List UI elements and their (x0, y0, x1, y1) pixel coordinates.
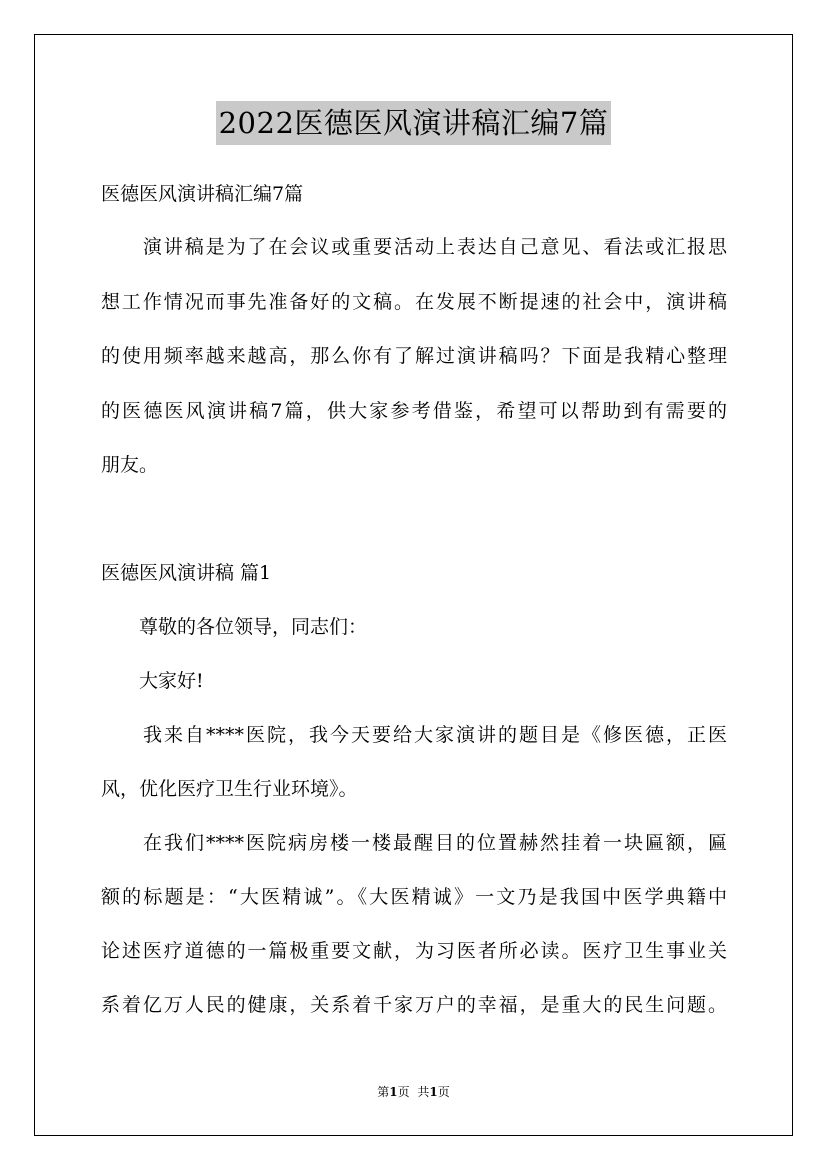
intro-line: 想工作情况而事先准备好的文稿。在发展不断提速的社会中，演讲稿 (101, 291, 727, 313)
paragraph-line: 尊敬的各位领导，同志们： (101, 616, 368, 638)
paragraph-line: 论述医疗道德的一篇极重要文献，为习医者所必读。医疗卫生事业关 (101, 940, 727, 962)
title-container (0, 101, 827, 145)
document-title: 2022医德医风演讲稿汇编7篇 (216, 101, 612, 145)
paragraph-line: 大家好! (101, 670, 204, 692)
section-heading: 医德医风演讲稿 篇1 (101, 562, 272, 584)
footer-total-pages: 1 (429, 1085, 438, 1099)
intro-line: 演讲稿是为了在会议或重要活动上表达自己意见、看法或汇报思 (101, 236, 727, 258)
intro-line: 的医德医风演讲稿7篇，供大家参考借鉴，希望可以帮助到有需要的 (101, 400, 727, 422)
paragraph-line: 风，优化医疗卫生行业环境》。 (101, 778, 358, 800)
paragraph-line: 我来自****医院，我今天要给大家演讲的题目是《修医德，正医 (101, 724, 727, 746)
intro-line: 朋友。 (101, 454, 159, 476)
footer-page-number: 1 (389, 1085, 398, 1099)
document-subtitle: 医德医风演讲稿汇编7篇 (101, 183, 304, 205)
paragraph-line: 在我们****医院病房楼一楼最醒目的位置赫然挂着一块匾额，匾 (101, 832, 727, 854)
footer-total-prefix: 共 (417, 1085, 430, 1099)
footer-prefix: 第 (377, 1085, 390, 1099)
intro-line: 的使用频率越来越高，那么你有了解过演讲稿吗？下面是我精心整理 (101, 345, 727, 367)
paragraph-line: 系着亿万人民的健康，关系着千家万户的幸福，是重大的民生问题。 (101, 994, 727, 1016)
footer-total-suffix: 页 (437, 1085, 450, 1099)
paragraph-line: 额的标题是：“大医精诚”。《大医精诚》一文乃是我国中医学典籍中 (101, 886, 727, 908)
footer-page-suffix: 页 (397, 1085, 410, 1099)
page-footer (0, 1083, 827, 1101)
